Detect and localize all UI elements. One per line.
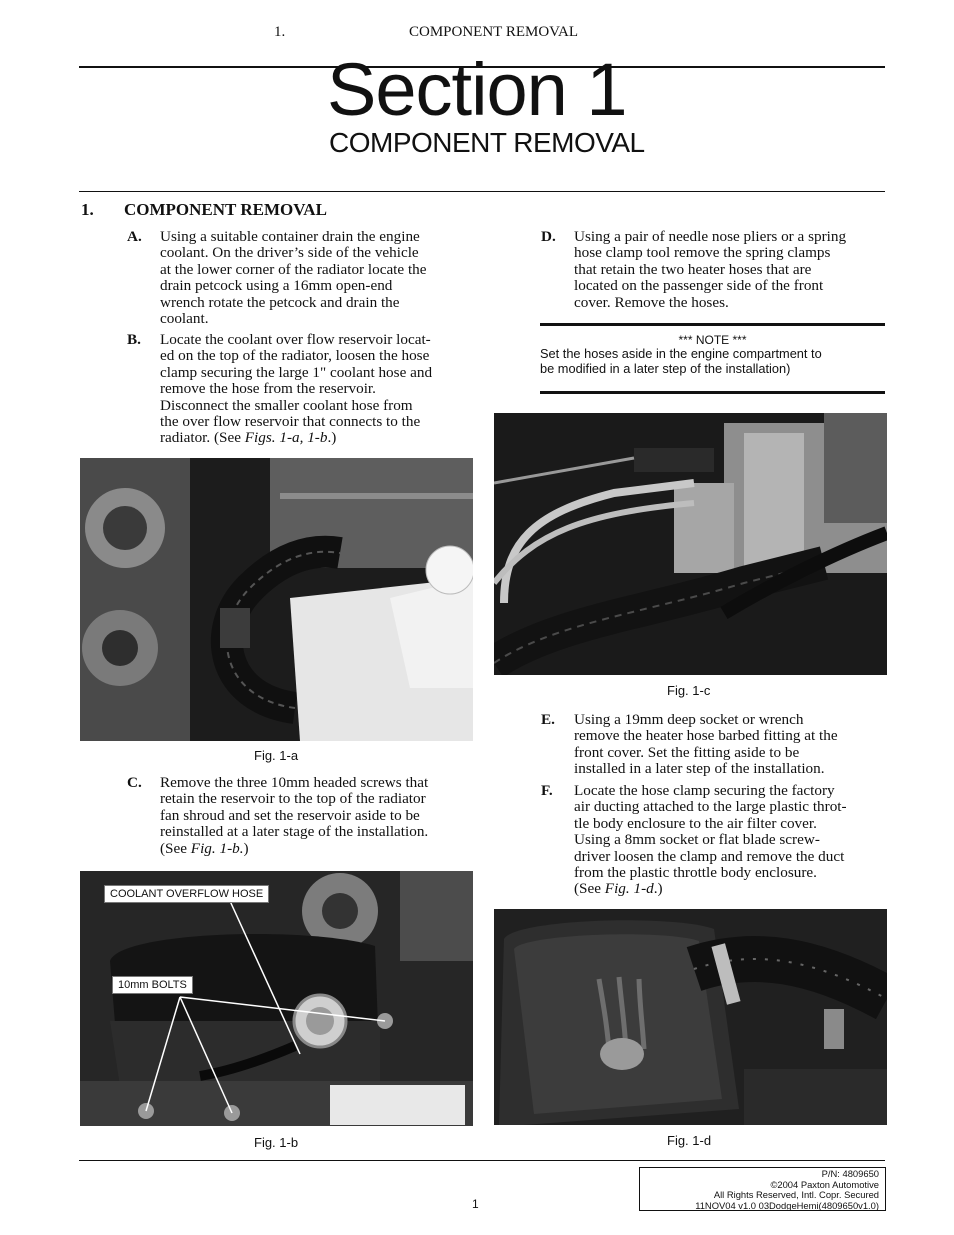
- footer-line: ©2004 Paxton Automotive: [770, 1178, 879, 1190]
- step-d-line: located on the passenger side of the front: [574, 277, 824, 295]
- title-rule: [79, 191, 885, 192]
- step-c-line: fan shroud and set the reservoir aside to be: [160, 806, 420, 824]
- figure-1d-caption: Fig. 1-d: [667, 1133, 712, 1148]
- step-a-line: Using a suitable container drain the engine: [160, 228, 420, 245]
- callout-coolant-overflow-hose: COOLANT OVERFLOW HOSE: [104, 885, 269, 903]
- step-c-figure-ref: Fig. 1-b.: [190, 839, 244, 857]
- step-f-line-last: [574, 881, 847, 897]
- footer-line: All Rights Reserved, Intl. Copr. Secured: [713, 1189, 879, 1201]
- heading-number: 1.: [81, 200, 94, 219]
- note-line: Set the hoses aside in the engine compartment to: [540, 346, 822, 361]
- running-head-title: COMPONENT REMOVAL: [409, 24, 579, 40]
- step-f-text: [574, 783, 847, 898]
- step-d-line: Using a pair of needle nose pliers or a spring: [574, 228, 847, 245]
- step-f-ref-suffix: .): [653, 880, 663, 898]
- step-b-ref-suffix: .): [327, 429, 337, 447]
- figure-1b-caption: Fig. 1-b: [254, 1135, 299, 1150]
- step-b-line: ed on the top of the radiator, loosen the hose: [160, 347, 430, 365]
- step-c-ref-prefix: (See: [160, 839, 191, 857]
- step-b-label: B.: [127, 331, 141, 348]
- step-a-line: coolant.: [160, 310, 209, 328]
- step-c-label: C.: [127, 774, 142, 791]
- step-a-line: drain petcock using a 16mm open-end: [160, 277, 393, 295]
- step-f-line: Using a 8mm socket or flat blade screw-: [574, 831, 820, 849]
- running-head-number: 1.: [274, 24, 286, 40]
- note-title: *** NOTE ***: [678, 333, 747, 347]
- figure-1a-photo: [80, 458, 473, 741]
- step-e-text: [574, 712, 838, 778]
- step-f-figure-ref: Fig. 1-d: [604, 880, 654, 898]
- step-c-line: Remove the three 10mm headed screws that: [160, 774, 429, 791]
- step-f-line: driver loosen the clamp and remove the duct: [574, 847, 845, 865]
- step-a-text: [160, 229, 427, 327]
- step-e-label: E.: [541, 711, 555, 728]
- figure-1c-caption: Fig. 1-c: [667, 683, 711, 698]
- step-f-ref-prefix: (See: [574, 880, 605, 898]
- section-subtitle: COMPONENT REMOVAL: [329, 127, 645, 158]
- footer-info-box: [639, 1167, 886, 1211]
- step-f-label: F.: [541, 782, 553, 799]
- step-e-line: remove the heater hose barbed fitting at the: [574, 727, 838, 745]
- step-c-ref-suffix: ): [243, 839, 249, 857]
- step-b-line-last: [160, 430, 432, 446]
- step-b-text: [160, 332, 432, 447]
- step-d-text: [574, 229, 846, 311]
- section-title: Section 1: [327, 48, 627, 131]
- step-f-line: Locate the hose clamp securing the factory: [574, 782, 835, 799]
- step-f-line: tle body enclosure to the air filter cover.: [574, 814, 817, 832]
- step-c-line: retain the reservoir to the top of the radiator: [160, 790, 426, 808]
- step-b-line: clamp securing the large 1" coolant hose and: [160, 363, 433, 381]
- figure-1d-photo: [494, 909, 887, 1125]
- step-a-label: A.: [127, 228, 142, 245]
- note-text: [540, 347, 885, 376]
- step-b-ref-prefix: radiator. (See: [160, 429, 245, 447]
- step-b-line: Locate the coolant over flow reservoir locat-: [160, 331, 431, 348]
- note-box: [540, 323, 885, 395]
- step-a-line: at the lower corner of the radiator locate the: [160, 260, 427, 278]
- step-b-line: Disconnect the smaller coolant hose from: [160, 396, 413, 414]
- step-b-figure-ref: Figs. 1-a, 1-b: [244, 429, 328, 447]
- step-a-line: wrench rotate the petcock and drain the: [160, 293, 400, 311]
- note-bottom-bar: [540, 391, 885, 394]
- figure-1a-caption: Fig. 1-a: [254, 748, 299, 763]
- step-a-line: coolant. On the driver’s side of the vehicle: [160, 244, 419, 262]
- heading-text: COMPONENT REMOVAL: [124, 200, 327, 219]
- step-c-text: [160, 775, 428, 857]
- step-b-line: the over flow reservoir that connects to the: [160, 413, 421, 431]
- callout-10mm-bolts: 10mm BOLTS: [112, 976, 193, 994]
- note-line: be modified in a later step of the installation): [540, 360, 791, 376]
- footer-rule: [79, 1160, 885, 1161]
- step-d-line: cover. Remove the hoses.: [574, 293, 729, 311]
- step-f-line: air ducting attached to the large plastic throt-: [574, 798, 847, 816]
- step-f-line: from the plastic throttle body enclosure.: [574, 864, 817, 882]
- step-c-line: reinstalled at a later stage of the installation.: [160, 823, 429, 841]
- step-e-line: Using a 19mm deep socket or wrench: [574, 711, 804, 728]
- step-d-label: D.: [541, 228, 556, 245]
- figure-1c-photo: [494, 413, 887, 675]
- note-top-bar: [540, 323, 885, 326]
- figure-1b-photo: [80, 871, 473, 1126]
- footer-line: 11NOV04 v1.0 03DodgeHemi(4809650v1.0): [695, 1199, 879, 1211]
- step-d-line: that retain the two heater hoses that are: [574, 260, 812, 278]
- step-c-line-last: [160, 841, 428, 857]
- step-b-line: remove the hose from the reservoir.: [160, 380, 376, 398]
- step-e-line: front cover. Set the fitting aside to be: [574, 743, 800, 761]
- footer-line: P/N: 4809650: [821, 1168, 879, 1179]
- step-e-line: installed in a later step of the installation.: [574, 760, 825, 778]
- page-number: 1: [472, 1197, 479, 1211]
- step-d-line: hose clamp tool remove the spring clamps: [574, 244, 831, 262]
